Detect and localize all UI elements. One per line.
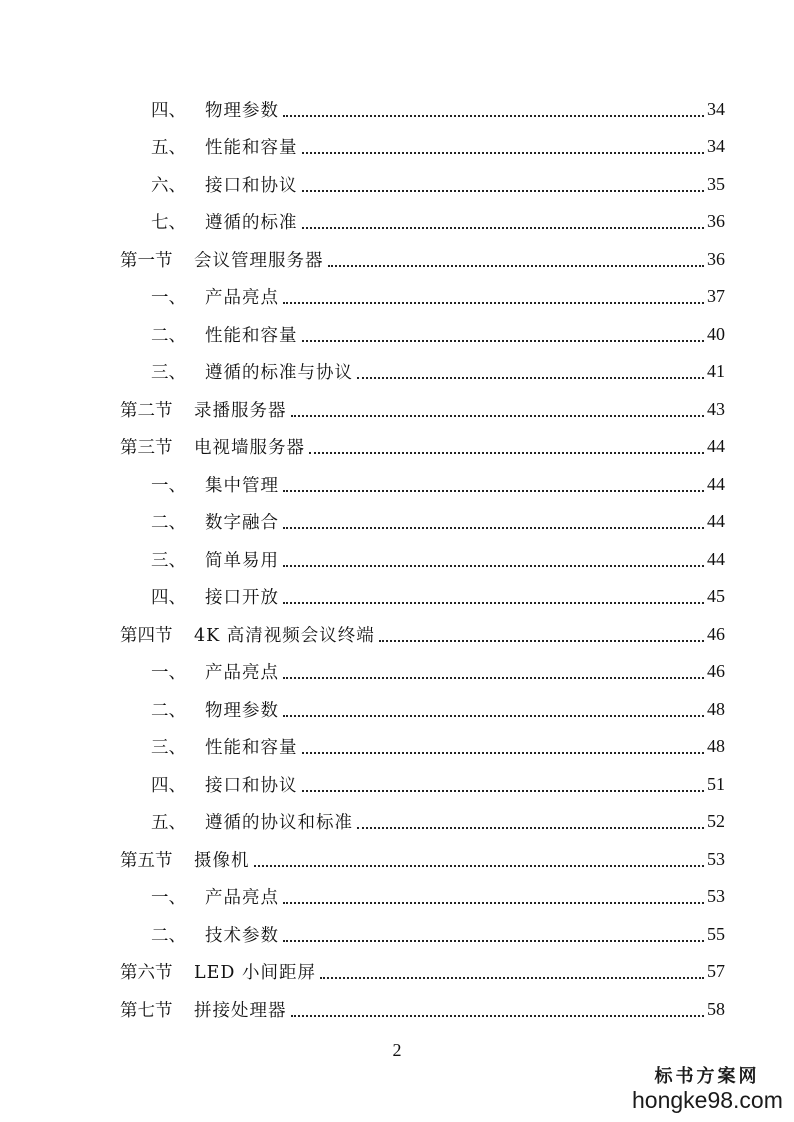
toc-entry[interactable] <box>151 94 725 124</box>
toc-entry-page: 41 <box>707 361 725 381</box>
toc-entry-title: 接口和协议 <box>205 775 298 796</box>
toc-dot-leader <box>283 676 704 679</box>
toc-entry-title: 性能和容量 <box>205 138 298 158</box>
toc-entry[interactable] <box>151 882 725 912</box>
toc-dot-leader <box>309 451 704 454</box>
toc-entry-page: 35 <box>707 173 725 194</box>
toc-entry-number: 一、 <box>151 888 186 908</box>
toc-dot-leader <box>283 489 704 492</box>
toc-entry-number: 一、 <box>151 475 186 496</box>
toc-entry-number: 第四节 <box>120 625 173 646</box>
toc-dot-leader <box>291 1014 705 1017</box>
toc-entry-title: 会议管理服务器 <box>194 250 324 271</box>
toc-entry[interactable] <box>151 507 725 537</box>
toc-entry[interactable] <box>120 957 725 987</box>
toc-dot-leader <box>302 151 705 154</box>
toc-entry-page: 46 <box>707 661 725 681</box>
toc-entry-number: 二、 <box>151 325 186 346</box>
toc-entry[interactable] <box>151 694 725 724</box>
toc-entry-number: 七、 <box>151 213 186 233</box>
toc-entry-title: 产品亮点 <box>205 288 279 308</box>
toc-dot-leader <box>302 189 705 192</box>
watermark-en-text: hongke98.com <box>632 1087 783 1113</box>
toc-entry-number: 三、 <box>151 550 186 571</box>
watermark-logo <box>632 1062 782 1112</box>
toc-entry-number: 四、 <box>151 100 186 121</box>
toc-entry[interactable] <box>151 169 725 199</box>
toc-entry-title: 集中管理 <box>205 475 279 496</box>
toc-entry-title: 性能和容量 <box>205 325 298 346</box>
toc-entry-number: 五、 <box>151 138 186 158</box>
toc-entry-title: 接口开放 <box>205 588 279 608</box>
toc-entry[interactable] <box>151 469 725 499</box>
toc-entry[interactable] <box>120 994 725 1024</box>
toc-entry[interactable] <box>120 244 725 274</box>
toc-entry-title: 物理参数 <box>205 700 279 721</box>
toc-entry-title: 产品亮点 <box>205 888 279 908</box>
toc-entry[interactable] <box>151 207 725 237</box>
toc-entry[interactable] <box>120 432 725 462</box>
toc-entry-page: 58 <box>707 998 725 1019</box>
toc-dot-leader <box>357 376 704 379</box>
toc-entry-title: 遵循的标准 <box>205 213 298 233</box>
toc-entry[interactable] <box>151 732 725 762</box>
toc-entry[interactable] <box>151 769 725 799</box>
toc-dot-leader <box>283 301 704 304</box>
toc-entry[interactable] <box>151 582 725 612</box>
toc-entry-title: 遵循的标准与协议 <box>205 363 353 383</box>
toc-entry-page: 37 <box>707 286 725 306</box>
toc-dot-leader <box>379 639 704 642</box>
toc-entry-number: 二、 <box>151 513 186 533</box>
toc-entry[interactable] <box>151 357 725 387</box>
toc-dot-leader <box>283 939 704 942</box>
toc-entry-page: 51 <box>707 773 725 794</box>
toc-entry-title: 物理参数 <box>205 100 279 121</box>
toc-entry-number: 四、 <box>151 775 186 796</box>
toc-entry-title: 遵循的协议和标准 <box>205 813 353 833</box>
toc-entry-page: 57 <box>707 961 725 981</box>
toc-entry-title: 接口和协议 <box>205 175 298 196</box>
toc-entry-number: 四、 <box>151 588 186 608</box>
toc-dot-leader <box>254 864 705 867</box>
toc-dot-leader <box>283 601 704 604</box>
toc-dot-leader <box>320 976 704 979</box>
toc-entry-page: 55 <box>707 923 725 944</box>
toc-entry-page: 44 <box>707 473 725 494</box>
page-number: 2 <box>392 1040 402 1060</box>
toc-entry[interactable] <box>151 657 725 687</box>
toc-entry[interactable] <box>151 544 725 574</box>
toc-entry-page: 36 <box>707 248 725 269</box>
toc-entry-page: 45 <box>707 586 725 606</box>
toc-entry-page: 53 <box>707 886 725 906</box>
toc-entry-title: 电视墙服务器 <box>194 438 305 458</box>
toc-dot-leader <box>357 826 704 829</box>
toc-dot-leader <box>302 339 705 342</box>
toc-entry[interactable] <box>120 844 725 874</box>
toc-dot-leader <box>302 751 705 754</box>
toc-entry-number: 二、 <box>151 700 186 721</box>
toc-entry-page: 46 <box>707 623 725 644</box>
toc-dot-leader <box>302 226 705 229</box>
toc-entry-page: 52 <box>707 811 725 831</box>
toc-entry-page: 44 <box>707 436 725 456</box>
toc-entry-page: 34 <box>707 98 725 119</box>
toc-entry-number: 一、 <box>151 663 186 683</box>
toc-entry-number: 第三节 <box>120 438 173 458</box>
toc-dot-leader <box>283 564 704 567</box>
toc-dot-leader <box>291 414 705 417</box>
toc-entry[interactable] <box>151 319 725 349</box>
toc-entry-number: 五、 <box>151 813 186 833</box>
toc-entry-number: 三、 <box>151 738 186 758</box>
toc-entry-page: 48 <box>707 736 725 756</box>
toc-entry-title: LED 小间距屏 <box>194 963 316 983</box>
toc-entry-page: 34 <box>707 136 725 156</box>
toc-entry-number: 一、 <box>151 288 186 308</box>
toc-dot-leader <box>328 264 705 267</box>
toc-entry-title: 简单易用 <box>205 550 279 571</box>
toc-dot-leader <box>283 526 704 529</box>
toc-entry-number: 三、 <box>151 363 186 383</box>
toc-entry-page: 36 <box>707 211 725 231</box>
toc-dot-leader <box>283 114 704 117</box>
toc-entry-number: 第一节 <box>120 250 173 271</box>
toc-entry-number: 第五节 <box>120 850 173 871</box>
toc-entry-number: 二、 <box>151 925 186 946</box>
toc-entry-page: 44 <box>707 511 725 531</box>
toc-entry-title: 摄像机 <box>194 850 250 871</box>
toc-entry-title: 性能和容量 <box>205 738 298 758</box>
toc-dot-leader <box>283 714 704 717</box>
toc-entry[interactable] <box>120 394 725 424</box>
toc-entry-page: 40 <box>707 323 725 344</box>
toc-entry[interactable] <box>151 132 725 162</box>
toc-entry[interactable] <box>151 282 725 312</box>
toc-entry-page: 53 <box>707 848 725 869</box>
toc-entry-page: 44 <box>707 548 725 569</box>
toc-dot-leader <box>302 789 705 792</box>
toc-entry-title: 4K 高清视频会议终端 <box>194 625 375 646</box>
toc-dot-leader <box>283 901 704 904</box>
toc-entry-title: 产品亮点 <box>205 663 279 683</box>
watermark-cn-text: 标书方案网 <box>654 1066 760 1087</box>
toc-entry-title: 拼接处理器 <box>194 1000 287 1021</box>
toc-entry-title: 技术参数 <box>205 925 279 946</box>
toc-entry-page: 48 <box>707 698 725 719</box>
toc-entry-number: 六、 <box>151 175 186 196</box>
toc-entry[interactable] <box>120 619 725 649</box>
toc-entry-title: 数字融合 <box>205 513 279 533</box>
toc-entry-number: 第六节 <box>120 963 173 983</box>
toc-entry[interactable] <box>151 807 725 837</box>
toc-entry-page: 43 <box>707 398 725 419</box>
toc-entry-number: 第二节 <box>120 400 173 421</box>
toc-entry-number: 第七节 <box>120 1000 173 1021</box>
toc-entry-title: 录播服务器 <box>194 400 287 421</box>
toc-entry[interactable] <box>151 919 725 949</box>
